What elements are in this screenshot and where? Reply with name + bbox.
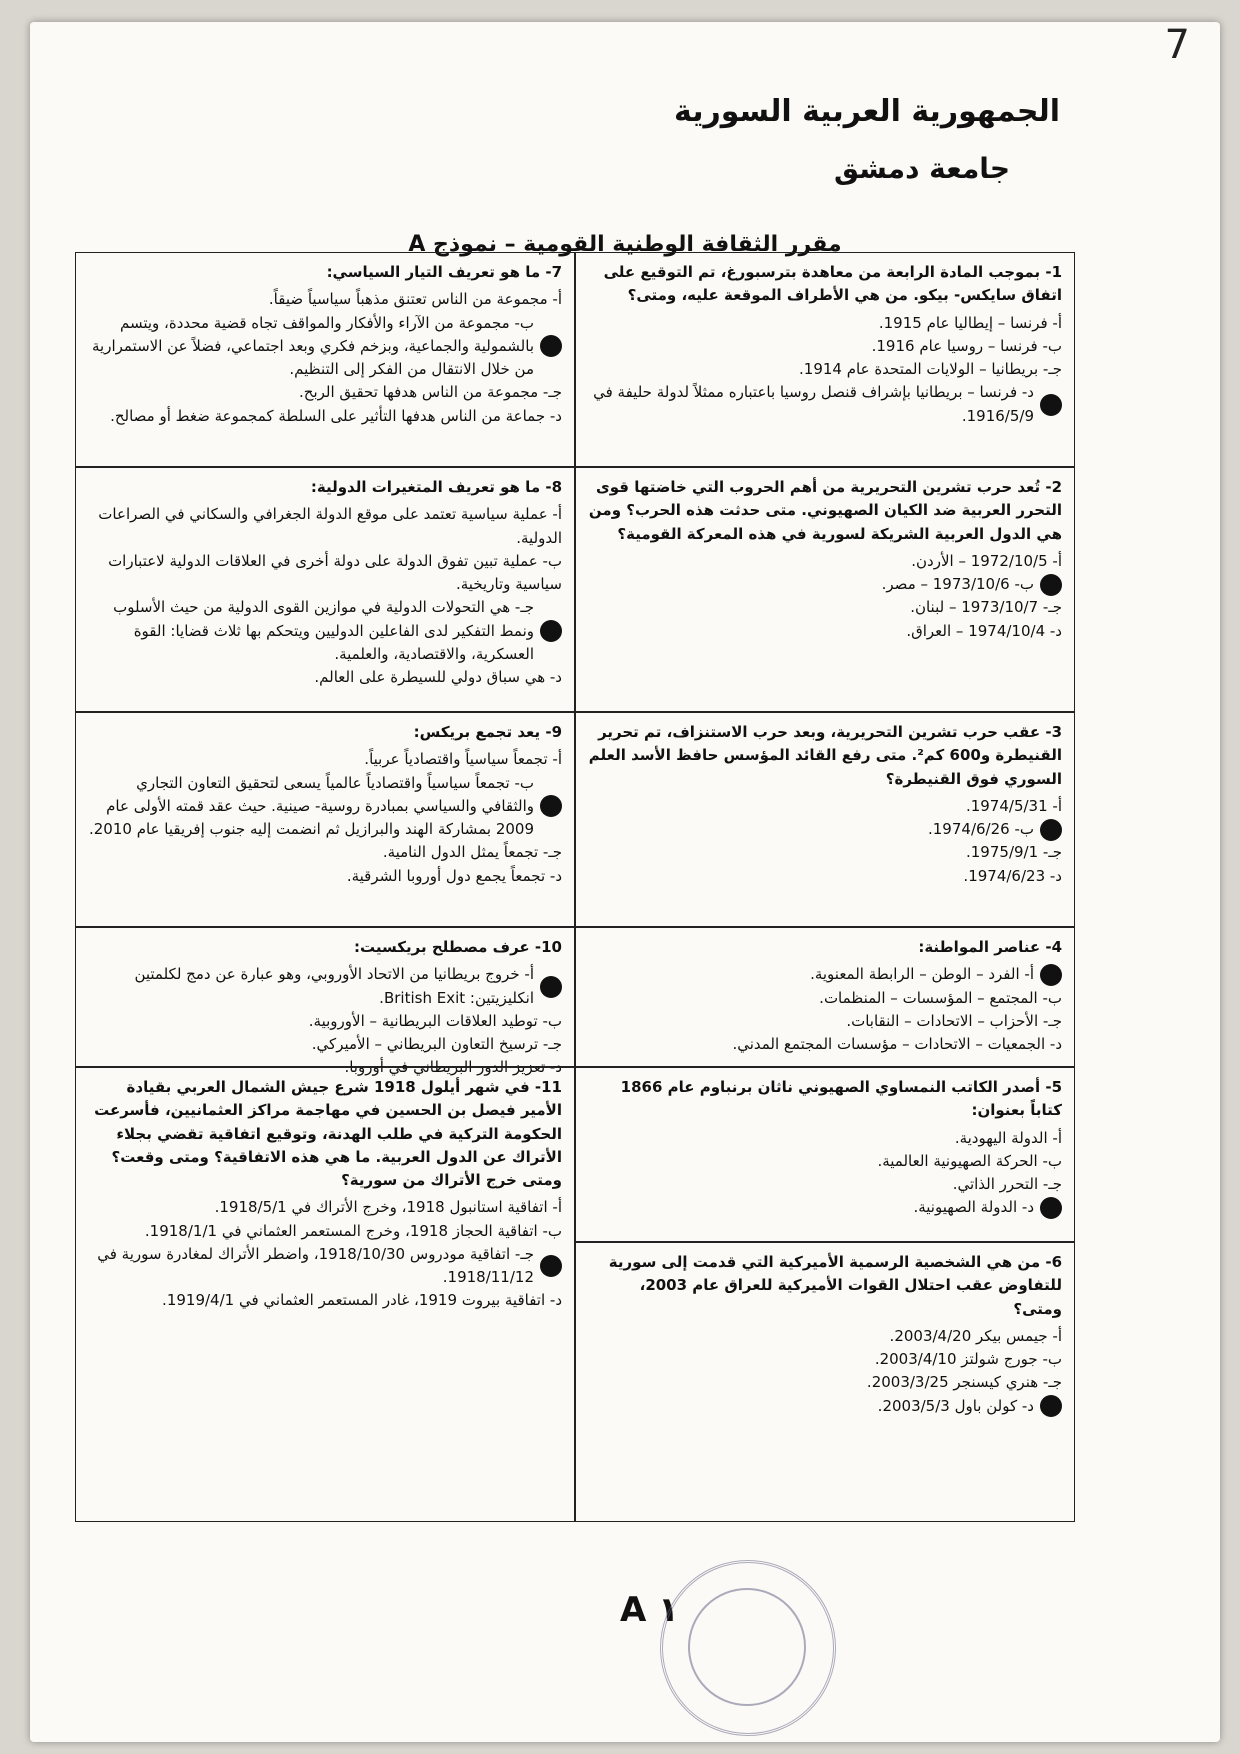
university-title: جامعة دمشق — [834, 152, 1010, 185]
q10-option-b[interactable]: ب- توطيد العلاقات البريطانية – الأوروبية. — [308, 1011, 562, 1030]
q5-option-b[interactable]: ب- الحركة الصهيونية العالمية. — [877, 1151, 1062, 1170]
q1-option-b[interactable]: ب- فرنسا – روسيا عام 1916. — [871, 336, 1062, 355]
q10-option-c[interactable]: جـ- ترسيخ التعاون البريطاني – الأميركي. — [311, 1035, 562, 1053]
q3-option-c[interactable]: جـ- 1975/9/1. — [965, 843, 1062, 862]
answer-mark-icon — [540, 976, 562, 998]
answer-mark-icon — [1040, 574, 1062, 596]
q7-option-c[interactable]: جـ- مجموعة من الناس هدفها تحقيق الربح. — [299, 383, 562, 402]
q1-option-a[interactable]: أ- فرنسا – إيطاليا عام 1915. — [878, 313, 1062, 332]
answer-mark-icon — [540, 335, 562, 357]
corner-mark: 7 — [1164, 22, 1190, 68]
question-8 — [75, 467, 575, 712]
questions-grid — [75, 252, 1075, 1522]
q4-option-b[interactable]: ب- المجتمع – المؤسسات – المنظمات. — [819, 988, 1062, 1007]
question-7 — [75, 252, 575, 467]
answer-mark-icon — [1040, 1197, 1062, 1219]
q5-option-a[interactable]: أ- الدولة اليهودية. — [954, 1128, 1062, 1147]
q4-option-d[interactable]: د- الجمعيات – الاتحادات – مؤسسات المجتمع المدني. — [732, 1035, 1062, 1053]
question-9-text: 9- يعد تجمع بريكس: — [413, 723, 562, 741]
question-10-text: 10- عرف مصطلح بريكسيت: — [354, 938, 562, 956]
q11-option-a[interactable]: أ- اتفاقية استانبول 1918، وخرج الأتراك في 1918/5/1. — [214, 1198, 562, 1217]
q6-option-d[interactable]: د- كولن باول 2003/5/3. — [588, 1395, 1062, 1418]
right-column — [575, 252, 1075, 1522]
question-1 — [575, 252, 1075, 467]
q11-option-b[interactable]: ب- اتفاقية الحجاز 1918، وخرج المستعمر العثماني في 1918/1/1. — [144, 1221, 562, 1240]
question-10 — [75, 927, 575, 1077]
answer-mark-icon — [540, 1255, 562, 1277]
answer-mark-icon — [1040, 394, 1062, 416]
answer-mark-icon — [540, 620, 562, 642]
q9-option-b[interactable]: ب- تجمعاً سياسياً واقتصادياً عالمياً يسعى لتحقيق التعاون التجاري والثقافي والسياسي بمبادرة روسية- صينية. حيث عقد قمته الأولى عام 2009 بمشاركة الهند والبرازيل ثم انضمت إليه جنوب إفريقيا عام 2010. — [88, 772, 562, 842]
q5-option-c[interactable]: جـ- التحرر الذاتي. — [952, 1175, 1062, 1193]
question-3 — [575, 712, 1075, 927]
q2-option-d[interactable]: د- 1974/10/4 – العراق. — [906, 621, 1062, 640]
course-title: مقرر الثقافة الوطنية القومية – نموذج A — [408, 232, 842, 257]
question-9 — [75, 712, 575, 927]
question-4-text: 4- عناصر المواطنة: — [918, 938, 1062, 956]
q6-option-c[interactable]: جـ- هنري كيسنجر 2003/3/25. — [866, 1373, 1062, 1392]
model-code: A ١ — [620, 1590, 679, 1630]
answer-mark-icon — [1040, 964, 1062, 986]
country-title: الجمهورية العربية السورية — [674, 94, 1060, 129]
q8-option-d[interactable]: د- هي سباق دولي للسيطرة على العالم. — [314, 668, 562, 686]
q8-option-a[interactable]: أ- عملية سياسية تعتمد على موقع الدولة الجغرافي والسكاني في الصراعات الدولية. — [98, 505, 562, 547]
q2-option-b[interactable]: ب- 1973/10/6 – مصر. — [588, 573, 1062, 596]
q11-option-c[interactable]: جـ- اتفاقية مودروس 1918/10/30، واضطر الأتراك لمغادرة سورية في 1918/11/12. — [88, 1243, 562, 1290]
question-6-text: 6- من هي الشخصية الرسمية الأميركية التي قدمت إلى سورية للتفاوض عقب احتلال القوات الأميركية للعراق عام 2003، ومتى؟ — [608, 1253, 1062, 1318]
question-7-text: 7- ما هو تعريف التيار السياسي: — [326, 263, 562, 281]
question-4 — [575, 927, 1075, 1067]
q3-option-b[interactable]: ب- 1974/6/26. — [588, 818, 1062, 841]
q1-option-c[interactable]: جـ- بريطانيا – الولايات المتحدة عام 1914. — [799, 360, 1062, 378]
q5-option-d[interactable]: د- الدولة الصهيونية. — [588, 1196, 1062, 1219]
question-3-text: 3- عقب حرب تشرين التحريرية، وبعد حرب الاستنزاف، تم تحرير القنيطرة و600 كم². متى رفع القائد المؤسس حافظ الأسد العلم السوري فوق القنيطرة؟ — [588, 723, 1062, 788]
q3-option-d[interactable]: د- 1974/6/23. — [963, 866, 1062, 885]
q2-option-a[interactable]: أ- 1972/10/5 – الأردن. — [911, 551, 1062, 570]
answer-mark-icon — [1040, 819, 1062, 841]
q1-option-d[interactable]: د- فرنسا – بريطانيا بإشراف قنصل روسيا باعتباره ممثلاً لدولة حليفة في 1916/5/9. — [588, 381, 1062, 428]
q8-option-b[interactable]: ب- عملية تبين تفوق الدولة على دولة أخرى في العلاقات الدولية لاعتبارات سياسية وتاريخية. — [108, 551, 562, 593]
left-column — [75, 252, 575, 1522]
q10-option-d[interactable]: د- تعزيز الدور البريطاني في أوروبا. — [344, 1058, 562, 1077]
q6-option-b[interactable]: ب- جورج شولتز 2003/4/10. — [874, 1350, 1062, 1368]
question-6 — [575, 1242, 1075, 1522]
question-8-text: 8- ما هو تعريف المتغيرات الدولية: — [310, 478, 562, 496]
question-5-text: 5- أصدر الكاتب النمساوي الصهيوني ناثان برنباوم عام 1866 كتاباً بعنوان: — [620, 1078, 1062, 1120]
q9-option-d[interactable]: د- تجمعاً يجمع دول أوروبا الشرقية. — [346, 866, 562, 885]
question-11 — [75, 1067, 575, 1522]
q8-option-c[interactable]: جـ- هي التحولات الدولية في موازين القوى الدولية من حيث الأسلوب ونمط التفكير لدى الفاعلين الدوليين ويتحكم بها ثلاث قضايا: القوة العسكرية، والاقتصادية، والعلمية. — [88, 596, 562, 666]
question-11-text: 11- في شهر أيلول 1918 شرع جيش الشمال العربي بقيادة الأمير فيصل بن الحسين في مهاجمة مراكز العثمانيين، فأسرعت الحكومة التركية في طلب الهدنة، وتوقيع اتفاقية تقضي بجلاء الأتراك عن الدول العربية. ما هي هذه الاتفاقية؟ ومتى وقعت؟ ومتى خرج الأتراك من سورية؟ — [94, 1078, 562, 1189]
q10-option-a[interactable]: أ- خروج بريطانيا من الاتحاد الأوروبي، وهو عبارة عن دمج لكلمتين انكليزيتين: British Exit. — [88, 963, 562, 1010]
q7-option-d[interactable]: د- جماعة من الناس هدفها التأثير على السلطة كمجموعة ضغط أو مصالح. — [110, 406, 562, 425]
q6-option-a[interactable]: أ- جيمس بيكر 2003/4/20. — [889, 1326, 1062, 1345]
answer-mark-icon — [540, 795, 562, 817]
q7-option-a[interactable]: أ- مجموعة من الناس تعتنق مذهباً سياسياً ضيقاً. — [268, 290, 562, 309]
answer-mark-icon — [1040, 1395, 1062, 1417]
question-2 — [575, 467, 1075, 712]
q9-option-c[interactable]: جـ- تجمعاً يمثل الدول النامية. — [382, 843, 562, 862]
question-1-text: 1- بموجب المادة الرابعة من معاهدة بترسبورغ، تم التوقيع على اتفاق سايكس- بيكو. من هي الأطراف الموقعة عليه، ومتى؟ — [603, 263, 1062, 305]
question-5 — [575, 1067, 1075, 1242]
q9-option-a[interactable]: أ- تجمعاً سياسياً واقتصادياً عربياً. — [364, 750, 562, 769]
q2-option-c[interactable]: جـ- 1973/10/7 – لبنان. — [910, 598, 1062, 617]
q3-option-a[interactable]: أ- 1974/5/31. — [965, 796, 1062, 815]
q11-option-d[interactable]: د- اتفاقية بيروت 1919، غادر المستعمر العثماني في 1919/4/1. — [162, 1291, 562, 1310]
q4-option-a[interactable]: أ- الفرد – الوطن – الرابطة المعنوية. — [588, 963, 1062, 986]
q4-option-c[interactable]: جـ- الأحزاب – الاتحادات – النقابات. — [846, 1011, 1062, 1030]
university-seal-icon — [660, 1560, 836, 1736]
q7-option-b[interactable]: ب- مجموعة من الآراء والأفكار والمواقف تجاه قضية محددة، ويتسم بالشمولية والجماعية، وبزخم فكري وبعد اجتماعي، فضلاً عن الاستمرارية من خلال الانتقال من الفكر إلى التنظيم. — [88, 312, 562, 382]
question-2-text: 2- تُعد حرب تشرين التحريرية من أهم الحروب التي خاضتها قوى التحرر العربية ضد الكيان الصهيوني. متى حدثت هذه الحرب؟ ومن هي الدول العربية الشريكة لسورية في هذه المعركة القومية؟ — [588, 478, 1062, 543]
